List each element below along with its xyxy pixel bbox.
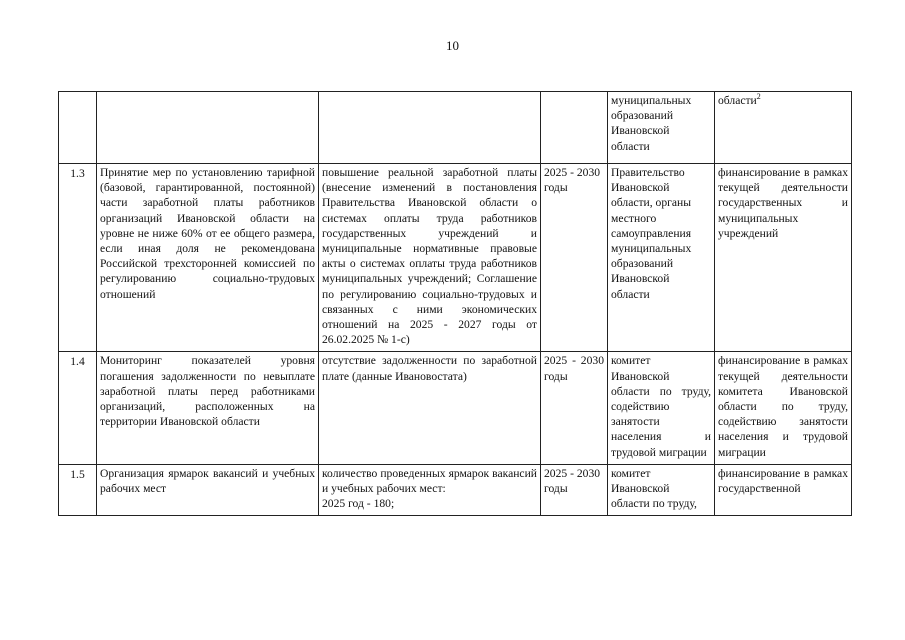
- measure-text: Организация ярмарок вакансий и учебных рабочих мест: [97, 464, 319, 516]
- page-number: 10: [446, 38, 459, 53]
- row-number: 1.3: [59, 164, 97, 352]
- result-text-line2: 2025 год - 180;: [322, 497, 395, 511]
- result-text: отсутствие задолженности по заработной плате (данные Ивановостата): [319, 352, 541, 464]
- funding-text: финансирование в рамках текущей деятельности комитета Ивановской области по труду, содействию занятости населения и трудовой миграции: [715, 352, 852, 464]
- funding-text: финансирование в рамках государственной: [715, 464, 852, 516]
- period-text: 2025 - 2030 годы: [541, 164, 608, 352]
- funding-text: финансирование в рамках текущей деятельности государственных и муниципальных учреждений: [715, 164, 852, 352]
- footnote-marker: 2: [756, 92, 761, 102]
- cell-funding: [715, 92, 852, 164]
- measures-table: [58, 91, 852, 516]
- table-row-1-5: [59, 464, 852, 516]
- funding-text: области: [718, 94, 757, 107]
- table-row-1-3: [59, 164, 852, 352]
- result-cell: [319, 464, 541, 516]
- cell-result: [319, 92, 541, 164]
- table-row-continued: [59, 92, 852, 164]
- executor-text: муниципальных образований Ивановской области: [611, 94, 692, 153]
- row-number: 1.5: [59, 464, 97, 516]
- executor-text: комитет Ивановской области по труду,: [608, 464, 715, 516]
- measure-text: Принятие мер по установлению тарифной (базовой, гарантированной, постоянной) части заработной платы работников организаций Ивановской области на уровне не ниже 60% от ее общего размера, если иная доля не рекомендована Российской трехсторонней комиссией по регулированию социально-трудовых отношений: [97, 164, 319, 352]
- cell-num: [59, 92, 97, 164]
- row-number: 1.4: [59, 352, 97, 464]
- period-text: 2025 - 2030 годы: [541, 464, 608, 516]
- period-text: 2025 - 2030 годы: [541, 352, 608, 464]
- executor-text: комитет Ивановской области по труду, содействию занятости населения и трудовой миграции: [608, 352, 715, 464]
- cell-period: [541, 92, 608, 164]
- result-text: количество проведенных ярмарок вакансий и учебных рабочих мест:: [322, 466, 537, 496]
- result-text: повышение реальной заработной платы (внесение изменений в постановления Правительства Ивановской области о системах оплаты труда работников государственных учреждений и муниципальные нормативные правовые акты о системах оплаты труда работников муниципальных учреждений; Соглашение по регулированию социально-трудовых и связанных с ними экономических отношений на 2025 - 2027 годы от 26.02.2025 № 1-с): [319, 164, 541, 352]
- measure-text: Мониторинг показателей уровня погашения задолженности по невыплате заработной платы перед работниками организаций, расположенных на территории Ивановской области: [97, 352, 319, 464]
- executor-text: Правительство Ивановской области, органы местного самоуправления муниципальных образований Ивановской области: [608, 164, 715, 352]
- cell-executor: [608, 92, 715, 164]
- table-row-1-4: [59, 352, 852, 464]
- cell-measure: [97, 92, 319, 164]
